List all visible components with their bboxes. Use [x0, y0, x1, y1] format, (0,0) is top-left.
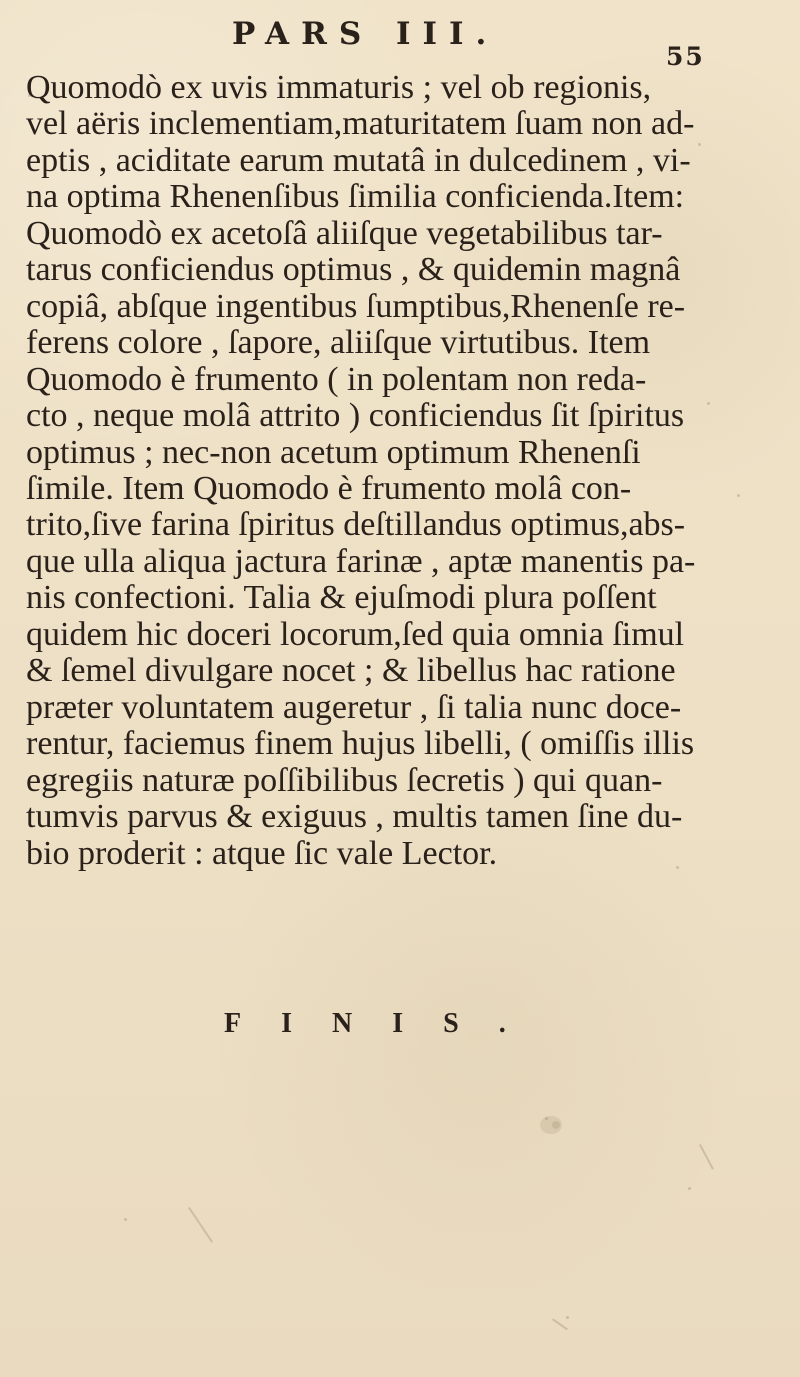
body-line: ſimile. Item Quomodo è frumento molâ con- [26, 469, 632, 507]
finis-line: FINIS. [224, 1008, 546, 1039]
body-line: bio proderit : atque ſic vale Lector. [26, 834, 498, 872]
body-line: quidem hic doceri locorum,ſed quia omnia ſimul [26, 615, 685, 653]
paper-speck [566, 1316, 569, 1319]
body-line: vel aëris inclementiam,maturitatem ſuam non ad- [26, 105, 695, 143]
page-number: 55 [666, 42, 705, 71]
body-text [26, 70, 774, 872]
paper-mark [188, 1207, 213, 1243]
paper-speck [124, 1218, 127, 1221]
body-line: tumvis parvus & exiguus , multis tamen ſine du- [26, 798, 683, 836]
body-line: & ſemel divulgare nocet ; & libellus hac ratione [26, 652, 676, 690]
body-line: cto , neque molâ attrito ) conficiendus ſit ſpiritus [26, 397, 685, 435]
body-line: optimus ; nec-non acetum optimum Rhenenſi [26, 433, 641, 471]
running-head: PARS III. [232, 16, 499, 52]
body-line: trito,ſive farina ſpiritus deſtillandus optimus,abs- [26, 506, 686, 544]
body-line: copiâ, abſque ingentibus ſumptibus,Rhenenſe re- [26, 287, 686, 325]
paper-mark [699, 1144, 714, 1170]
body-line: egregiis naturæ poſſibilibus ſecretis ) qui quan- [26, 761, 663, 799]
paper-speck [28, 94, 31, 97]
body-line: eptis , aciditate earum mutatâ in dulcedinem , vi- [26, 141, 691, 179]
paper-speck [698, 143, 701, 146]
body-line: nis confectioni. Talia & ejuſmodi plura poſſent [26, 579, 657, 617]
paper-speck [688, 1187, 691, 1190]
body-line: ferens colore , ſapore, aliiſque virtutibus. Item [26, 324, 651, 362]
paper-stain [540, 1116, 562, 1134]
paper-speck [737, 494, 740, 497]
body-line: Quomodò ex acetoſâ aliiſque vegetabilibus tar- [26, 214, 663, 252]
body-line: præter voluntatem augeretur , ſi talia nunc doce- [26, 688, 682, 726]
paper-speck [676, 866, 679, 869]
paper-mark [552, 1318, 568, 1330]
body-line: Quomodo è frumento ( in polentam non reda- [26, 360, 647, 398]
paper-speck [707, 402, 710, 405]
body-line: que ulla aliqua jactura farinæ , aptæ manentis pa- [26, 542, 696, 580]
body-line: rentur, faciemus finem hujus libelli, ( omiſſis illis [26, 725, 695, 763]
body-line: Quomodò ex uvis immaturis ; vel ob regionis, [26, 69, 652, 106]
body-line: tarus conficiendus optimus , & quidemin magnâ [26, 251, 681, 289]
body-line: na optima Rhenenſibus ſimilia conficienda.Item: [26, 178, 685, 216]
